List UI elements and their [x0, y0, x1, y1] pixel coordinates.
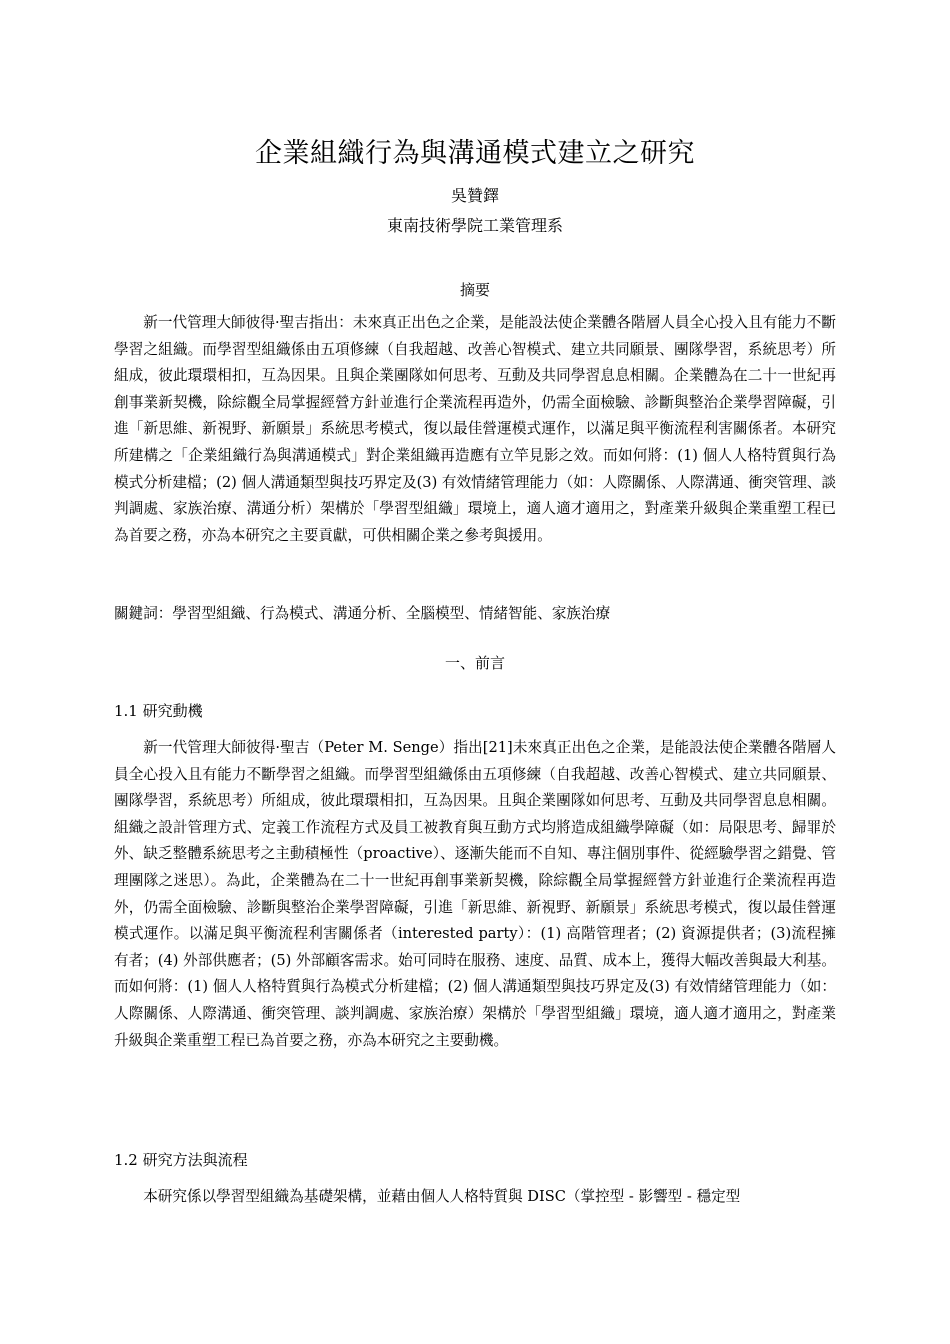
method-paragraph: 本研究係以學習型組織為基礎架構，並藉由個人人格特質與 DISC（掌控型 - 影響型 - 穩定型: [143, 1188, 741, 1205]
section-heading-introduction: 一、前言: [444, 654, 505, 672]
paper-title: 企業組織行為與溝通模式建立之研究: [255, 138, 695, 169]
author-affiliation: 東南技術學院工業管理系: [386, 216, 563, 235]
subsection-heading-method: 1.2 研究方法與流程: [114, 1151, 248, 1169]
author-name: 吳贊鐸: [450, 186, 499, 205]
subsection-heading-motivation: 1.1 研究動機: [114, 702, 203, 720]
abstract-heading: 摘要: [459, 281, 490, 299]
keywords-line: 關鍵詞：學習型組織、行為模式、溝通分析、全腦模型、情緒智能、家族治療: [114, 605, 611, 622]
motivation-paragraph: 新一代管理大師彼得·聖吉（Peter M. Senge）指出[21]未來真正出色之企業，是能設法使企業體各階層人員全心投入且有能力不斷學習之組織。而學習型組織係由五項修練（自我超越、改善心智模式、建立共同願景、團隊學習，系統思考）所組成，彼此環環相扣，互為因果。且與企業團隊如何思考、互動及共同學習息息相關。組織之設計管理方式、定義工作流程方式及員工被教育與互動方式均將造成組織學障礙（如：局限思考、歸罪於外、缺乏整體系統思考之主動積極性（proactive）、逐漸失能而不自知、專注個別事件、從經驗學習之錯覺、管理團隊之迷思）。為此，企業體為在二十一世紀再創事業新契機，除綜觀全局掌握經營方針並進行企業流程再造外，仍需全面檢驗、診斷與整治企業學習障礙，引進「新思維、新視野、新願景」系統思考模式，復以最佳營運模式運作。以滿足與平衡流程利害關係者（interested party）：(1) 高階管理者；(2) 資源提供者；(3)流程擁有者；(4) 外部供應者；(5) 外部顧客需求。始可同時在服務、速度、品質、成本上，獲得大幅改善與最大利基。而如何將：(1) 個人人格特質與行為模式分析建檔；(2) 個人溝通類型與技巧界定及(3) 有效情緒管理能力（如：人際關係、人際溝通、衝突管理、談判調處、家族治療）架構於「學習型組織」環境，適人適才適用之，對產業升級與企業重塑工程已為首要之務，亦為本研究之主要動機。: [114, 739, 836, 1049]
abstract-paragraph: 新一代管理大師彼得·聖吉指出：未來真正出色之企業，是能設法使企業體各階層人員全心投入且有能力不斷學習之組織。而學習型組織係由五項修練（自我超越、改善心智模式、建立共同願景、團隊學習，系統思考）所組成，彼此環環相扣，互為因果。且與企業團隊如何思考、互動及共同學習息息相關。企業體為在二十一世紀再創事業新契機，除綜觀全局掌握經營方針並進行企業流程再造外，仍需全面檢驗、診斷與整治企業學習障礙，引進「新思維、新視野、新願景」系統思考模式，復以最佳營運模式運作，以滿足與平衡流程利害關係者。本研究所建構之「企業組織行為與溝通模式」對企業組織再造應有立竿見影之效。而如何將：(1) 個人人格特質與行為模式分析建檔；(2) 個人溝通類型與技巧界定及(3) 有效情緒管理能力（如：人際關係、人際溝通、衝突管理、談判調處、家族治療、溝通分析）架構於「學習型組織」環境上，適人適才適用之，對產業升級與企業重塑工程已為首要之務，亦為本研究之主要貢獻，可供相關企業之參考與援用。: [114, 314, 836, 544]
